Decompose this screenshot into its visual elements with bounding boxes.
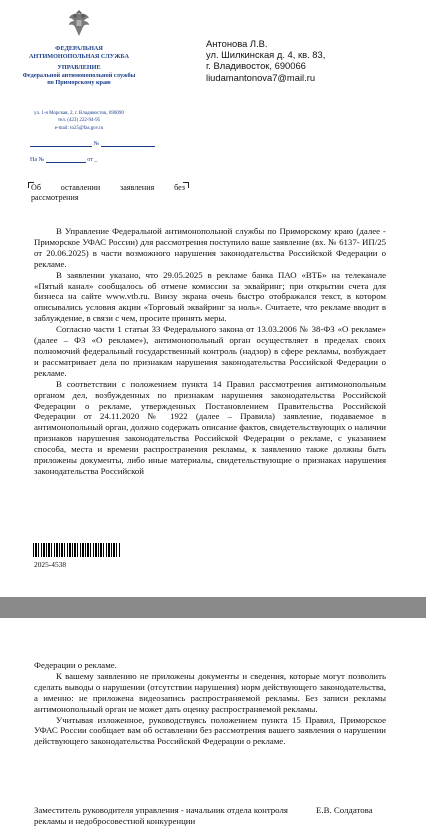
recipient-email: liudamantonova7@mail.ru xyxy=(206,71,316,83)
subject-word: оставлении xyxy=(60,183,101,192)
recipient-city: г. Владивосток, 690066 xyxy=(206,60,306,72)
body-paragraph: Федерации о рекламе. xyxy=(34,660,117,670)
subject-word: без xyxy=(174,183,185,192)
subject-block xyxy=(31,183,185,203)
recipient-street: ул. Шилкинская д. 4, кв. 83, xyxy=(206,49,326,61)
phone-line: тел. (423) 222-94-95 xyxy=(57,118,101,124)
barcode-number: 2025-4538 xyxy=(34,560,67,569)
body-paragraph: Согласно части 1 статьи 33 Федерального закона от 13.03.2006 № 38-ФЗ «О рекламе» (далее – ФЗ «О рекламе»), антимонопольный орган осуществляет в пределах своих полномочий федеральный государственный контроль (надзор) в сфере рекламы, возбуждает и рассматривает дела по признакам нарушения законодательства Российской Федерации о рекламе. xyxy=(34,324,386,378)
registration-line xyxy=(30,140,155,147)
signatory-name: Е.В. Солдатова xyxy=(316,805,373,815)
subject-word: заявления xyxy=(120,183,155,192)
recipient-block xyxy=(206,38,325,83)
agency-address xyxy=(14,110,144,132)
department-line: УПРАВЛЕНИЕ xyxy=(57,64,101,72)
department-line: Федеральной антимонопольной службы xyxy=(22,71,136,79)
page-separator xyxy=(0,597,426,618)
email-line: e-mail: to25@fas.gov.ru xyxy=(54,125,104,131)
body-paragraph: В заявлении указано, что 29.05.2025 в рекламе банка ПАО «ВТБ» на телеканале «Пятый канал» сообщалось об отмене комиссии за эквайринг; при открытии счета для бизнеса на сайте www.vtb.ru. Внизу экрана очень быстро отображался текст, в котором описывались условия акции «Торговый эквайринг за ноль». Считаете, что рекламе вводит в заблуждение, в связи с чем, просите принять меры. xyxy=(34,269,386,324)
body-paragraph: К вашему заявлению не приложены документы и сведения, которые могут позволить сделать выводы о нарушении (отсутствии нарушения) норм действующего законодательства, а именно: не приложена видеозапись распространяемой рекламы. Без записи рекламы антимонопольный орган не может дать оценку распространяемой рекламы. xyxy=(34,670,386,714)
reference-date-blank: _ xyxy=(94,157,98,163)
body-paragraph: В Управление Федеральной антимонопольной службы по Приморскому краю (далее - Приморское УФАС России) для рассмотрения поступило ваше заявление (вх. № 6137- ИП/25 от 20.06.2025) в части возможного нарушения законодательства Российской Федерации о рекламе. xyxy=(34,226,386,269)
reference-number-symbol: № xyxy=(38,157,45,163)
agency-name xyxy=(14,45,144,87)
agency-line: АНТИМОНОПОЛЬНАЯ СЛУЖБА xyxy=(29,52,129,60)
body-paragraph: В соответствии с положением пункта 14 Правил рассмотрения антимонопольным органом дел, возбужденных по признакам нарушения законодательства Российской Федерации о рекламе, утвержденных Постановлением Правительства Российской Федерации от 24.11.2020 № 1922 (далее – Правила) заявление, подаваемое в антимонопольный орган, должно содержать описание фактов, свидетельствующих о наличии признаков нарушения законодательства Российской Федерации о рекламе, с указанием способа, места и времени распространения рекламы, к заявлению также должны быть приложены документы, либо иные материалы, свидетельствующие о признаках нарушения законодательства Российской xyxy=(34,378,386,476)
department-line: по Приморскому краю xyxy=(47,79,111,87)
letter-body-continued xyxy=(34,660,386,747)
subject-word: Об xyxy=(31,183,41,192)
subject-line: рассмотрения xyxy=(31,193,79,202)
reference-from-label: от xyxy=(87,157,93,163)
reference-line: На № от _ xyxy=(30,157,98,163)
recipient-name: Антонова Л.В. xyxy=(206,38,268,49)
agency-line: ФЕДЕРАЛЬНАЯ xyxy=(55,45,103,52)
reg-number-symbol: № xyxy=(93,141,100,147)
letter-body xyxy=(34,226,386,477)
body-paragraph: Учитывая изложенное, руководствуясь положением пункта 15 Правил, Приморское УФАС России сообщает вам об оставлении без рассмотрения вашего заявления о нарушении действующего законодательства Российской Федерации о рекламе. xyxy=(34,714,386,747)
coat-of-arms-icon xyxy=(66,7,92,39)
barcode xyxy=(33,543,120,557)
address-line: ул. 1-я Морская, 2, г. Владивосток, 690090 xyxy=(34,111,124,116)
signatory-title: Заместитель руководителя управления - начальник отдела контроля рекламы и недобросовестной конкуренции xyxy=(34,805,288,826)
